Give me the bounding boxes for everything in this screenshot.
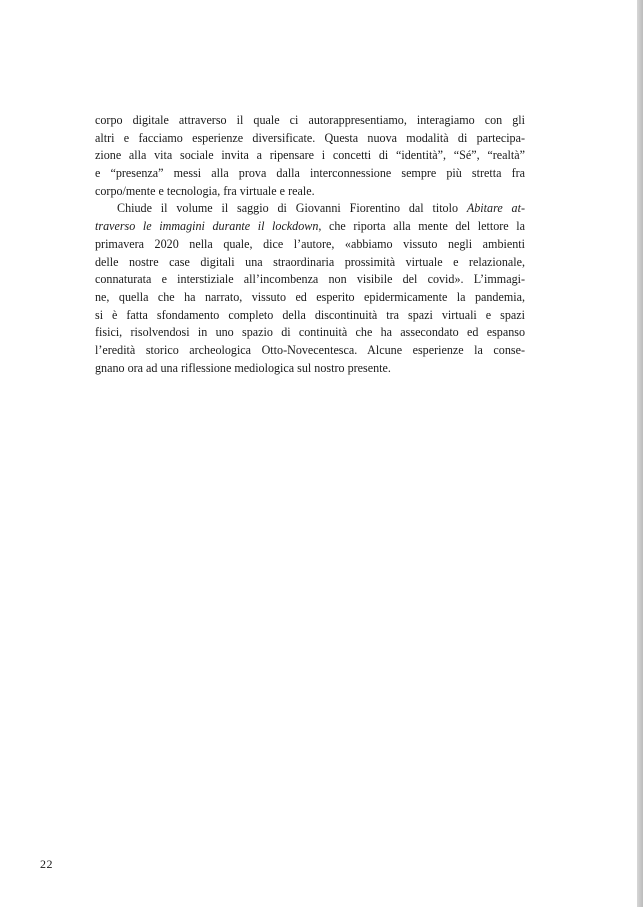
paragraph-2-line: delle nostre case digitali una straordinaria prossimità virtuale e relazionale, [95, 254, 525, 269]
paragraph-2-text: Chiude il volume il saggio di Giovanni Fiorentino dal titolo [117, 201, 467, 216]
paragraph-2-line: si è fatta sfondamento completo della discontinuità tra spazi virtuali e spazi [95, 307, 525, 322]
paragraph-2-line: fisici, risolvendosi in uno spazio di continuità che ha assecondato ed espanso [95, 325, 525, 340]
paragraph-1-line: corpo/mente e tecnologia, fra virtuale e reale. [95, 183, 315, 198]
body-text [95, 112, 525, 377]
paragraph-2-text: , che riporta alla mente del lettore la [318, 219, 525, 234]
paragraph-1-line: zione alla vita sociale invita a ripensare i concetti di “identità”, “Sé”, “realtà” [95, 148, 525, 163]
essay-title-italic: Abitare at- [466, 201, 525, 216]
page-number: 22 [40, 857, 53, 871]
paragraph-1-line: corpo digitale attraverso il quale ci autorappresentiamo, interagiamo con gli [95, 113, 525, 127]
paragraph-2-line [95, 200, 525, 218]
paragraph-2-line: ne, quella che ha narrato, vissuto ed esperito epidermicamente la pandemia, [95, 289, 525, 304]
page-edge [637, 0, 643, 907]
essay-title-italic: traverso le immagini durante il lockdown [95, 219, 319, 234]
paragraph-2-line: primavera 2020 nella quale, dice l’autore, «abbiamo vissuto negli ambienti [95, 236, 525, 251]
paragraph-2-line: gnano ora ad una riflessione mediologica sul nostro presente. [95, 360, 391, 375]
paragraph-2-line: connaturata e interstiziale all’incombenza non visibile del covid». L’immagi- [95, 272, 525, 287]
paragraph-1-line: altri e facciamo esperienze diversificate. Questa nuova modalità di partecipa- [95, 130, 525, 145]
paragraph-2-line: l’eredità storico archeologica Otto-Novecentesca. Alcune esperienze la conse- [95, 342, 525, 357]
paragraph-1-line: e “presenza” messi alla prova dalla interconnessione sempre più stretta fra [95, 166, 525, 181]
paragraph-2-line [95, 218, 525, 236]
